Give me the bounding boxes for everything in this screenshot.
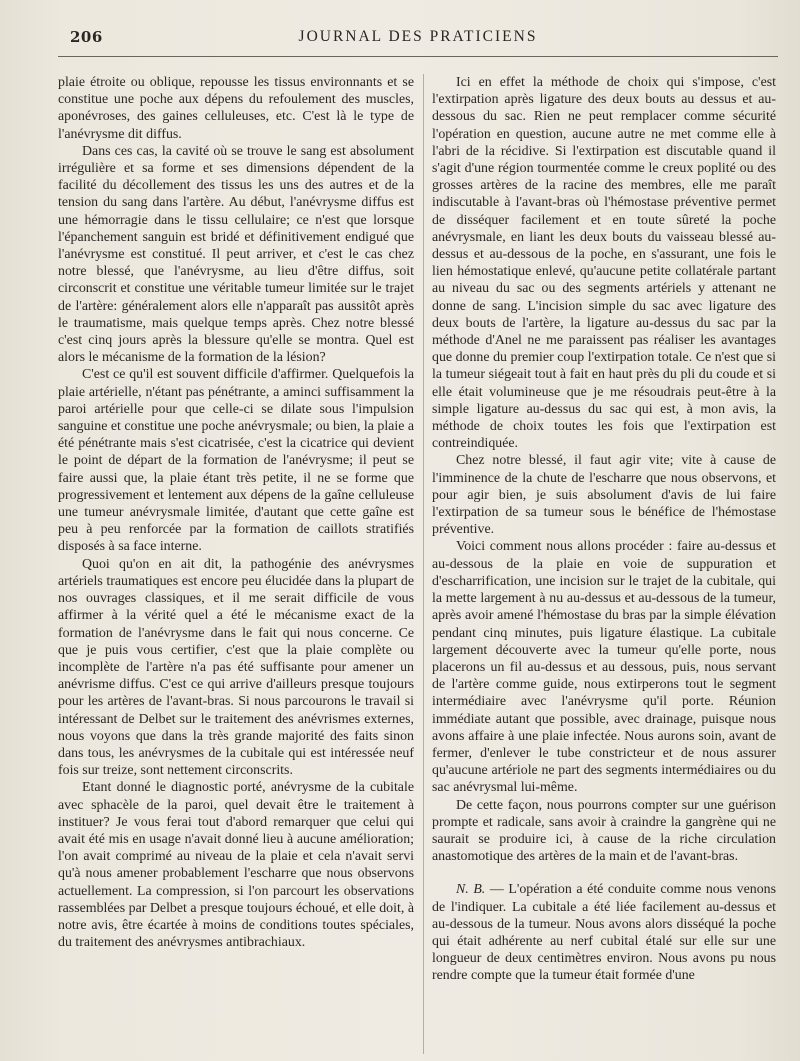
running-title: JOURNAL DES PRATICIENS (298, 28, 538, 45)
paragraph: Dans ces cas, la cavité où se trouve le sang est absolument irrégulière et sa forme et ses dimensions dépendent de la facilité du décollement des tissus les uns des autres et de la tension du sang dans l'artère. Au début, l'anévrysme diffus est une hémorragie dans le tissu cellulaire; ce n'est que lorsque l'épanchement sanguin est bridé et définitivement endigué que l'anévrysme est constitué. Il peut arriver, et c'est le cas chez notre blessé, que l'anévrysme, au lieu d'être diffus, soit circonscrit et constitue une véritable tumeur limitée sur le trajet de l'artère: généralement alors elle n'apparaît pas aussitôt après le traumatisme, mais quelque temps après. Chez notre blessé c'est cinq jours après la blessure qu'elle se montra. Quel est alors le mécanisme de la formation de la lésion? (58, 143, 414, 366)
page-header (70, 28, 766, 52)
right-column (432, 74, 776, 1054)
paragraph: Ici en effet la méthode de choix qui s'impose, c'est l'extirpation après ligature des deux bouts au dessus et au-dessous du sac. Rien ne peut remplacer comme sécurité l'opération en question, aucune autre ne met comme elle à l'abri de la récidive. Si l'extirpation est discutable quand il s'agit d'une région tourmentée comme le creux poplité ou des grosses artères de la racine des membres, elle me paraît indiscutable à l'avant-bras où l'hémostase préventive permet de disséquer facilement et en toute sûreté la poche anévrysmale, en liant les deux bouts du vaisseau blessé au-dessus et au-dessous de la poche, en s'assurant, une fois le lien hémostatique enlevé, qu'aucune petite collatérale partant au niveau du sac ou des segments artériels y attenant ne donne de sang. L'incision simple du sac avec ligature des deux bouts de l'artère, la ligature au-dessus du sac par la méthode d'Anel ne me paraissent pas réaliser les avantages que donne du premier coup l'extirpation totale. Ce n'est que si la tumeur siégeait tout à fait en haut près du pli du coude et si elle était volumineuse que je me résoudrais peut-être à la simple ligature au-dessus du sac qui est, à mon avis, la méthode de choix toutes les fois que l'extirpation est contreindiquée. (432, 75, 776, 452)
paragraph: C'est ce qu'il est souvent difficile d'affirmer. Quelquefois la plaie artérielle, n'étant pas pénétrante, a aminci suffisamment la paroi artérielle pour que celle-ci se dilate sous l'impulsion sanguine et constitue une poche anévrysmale; ou bien, la plaie a été pénétrante mais s'est cicatrisée, c'est la cicatrice qui devient le point de départ de la formation de l'anévrysme; il peut se faire aussi que, la plaie étant très petite, il ne se forme que progressivement et lentement aux dépens de la gaîne celluleuse une tumeur anévrysmale limitée, d'autant que cette gaîne est peu à peu renforcée par la formation de caillots stratifiés disposés à sa face interne. (58, 367, 414, 555)
paragraph: Quoi qu'on en ait dit, la pathogénie des anévrysmes artériels traumatiques est encore peu élucidée dans la plupart de nos ouvrages classiques, et il me serait difficile de vous affirmer à la vérité quel a été le mécanisme exact de la formation de l'anévrysme dans le fait qui nous concerne. Ce que je puis vous certifier, c'est que la plaie complète ou incomplète de l'artère n'a pas été suffisante pour amener un anévrisme diffus. C'est ce qui arrive d'ailleurs presque toujours pour les artères de l'avant-bras. Si nous parcourons le travail si intéressant de Delbet sur le traitement des anévrismes externes, nous voyons que dans la très grande majorité des faits sinon dans tous, les anévrysmes de la cubitale qui est intéressée neuf fois sur treize, sont nettement circonscrits. (58, 556, 414, 779)
header-rule (58, 56, 778, 57)
page-number: 206 (70, 28, 103, 46)
paragraph: Voici comment nous allons procéder : faire au-dessus et au-dessous de la plaie en voie de suppuration et d'escharrification, une incision sur le trajet de la cubitale, qui la mette largement à nu au-dessus et au-dessous de la tumeur, après avoir amené l'hémostase du bras par la simple élévation pendant cinq minutes, puis ligature élastique. La cubitale largement découverte avec la tumeur qu'elle porte, nous placerons un fil au-dessus et au dessous, puis, nous servant de l'artère comme guide, nous extirperons tout le segment intermédiaire avec l'anévrysme qu'il porte. Réunion immédiate autant que possible, avec drainage, puisque nous avons affaire à une plaie infectée. Nous aurons soin, avant de fermer, d'enlever le tube constricteur et de nous assurer qu'aucune artériole ne part des segments intermédiaires ou du sac anévrysmal lui-même. (432, 539, 776, 796)
nota-bene-paragraph (432, 881, 776, 984)
column-divider (423, 74, 424, 1054)
paragraph: Chez notre blessé, il faut agir vite; vite à cause de l'imminence de la chute de l'escharre que nous observons, et pour agir bien, je suis absolument d'avis de lui faire l'extirpation de sa tumeur sous le bénéfice de l'hémostase préventive. (432, 453, 776, 538)
paragraph: Etant donné le diagnostic porté, anévrysme de la cubitale avec sphacèle de la paroi, quel devait être le traitement à instituer? Je vous ferai tout d'abord remarquer que celui qui avait été mis en usage n'avait donné lieu à aucune amélioration; l'on avait comprimé au niveau de la plaie et cela n'avait servi qu'à nous amener probablement l'escharre que nous observons actuellement. La compression, si l'on parcourt les observations rassemblées par Delbet a presque toujours échoué, et elle doit, à notre avis, être écartée à moins de conditions toutes spéciales, du traitement des anévrysmes antibrachiaux. (58, 780, 414, 951)
nota-bene-text: — L'opération a été conduite comme nous venons de l'indiquer. La cubitale a été liée facilement au-dessus et au-dessous de la tumeur. Nous avons alors disséqué la poche qui était adhérente au nerf cubital étalé sur elle sur une longueur de deux centimètres environ. Nous avons pu nous rendre compte que la tumeur était formée d'une (432, 882, 776, 984)
paragraph: De cette façon, nous pourrons compter sur une guérison prompte et radicale, sans avoir à craindre la gangrène qui ne saurait se produire ici, à cause de la riche circulation anastomotique des artères de la main et de l'avant-bras. (432, 797, 776, 865)
left-column (58, 74, 414, 1054)
nota-bene-label: N. B. (456, 882, 486, 898)
paragraph: plaie étroite ou oblique, repousse les tissus environnants et se constitue une poche aux dépens du refoulement des muscles, aponévroses, des gaines celluleuses, etc. C'est là le type de l'anévrysme dit diffus. (58, 75, 414, 142)
